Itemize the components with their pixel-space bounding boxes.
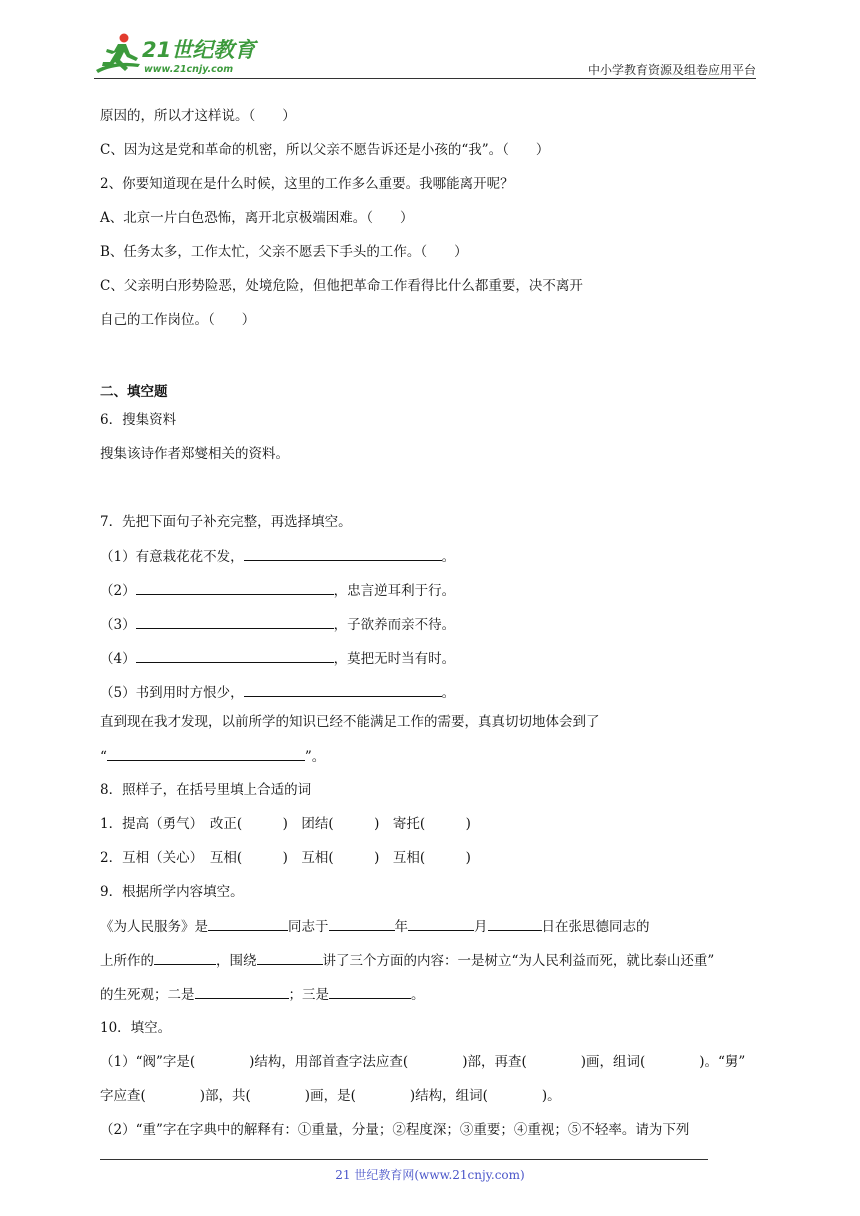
fill-line <box>100 984 425 1005</box>
fill-line <box>100 916 650 937</box>
logo-sub-text: www.21cnjy.com <box>144 64 234 75</box>
header-divider <box>94 78 756 79</box>
fill-text: （1）有意栽花花不发， <box>100 549 244 565</box>
answer-blank[interactable] <box>107 746 305 761</box>
fill-text: 。 <box>411 987 425 1003</box>
option-c: C、父亲明白形势险恶，处境危险，但他把革命工作看得比什么都重要，决不离开 <box>100 278 583 294</box>
answer-blank[interactable] <box>244 546 442 561</box>
question-7: 7．先把下面句子补充完整，再选择填空。 <box>100 514 352 530</box>
answer-blank[interactable] <box>136 580 334 595</box>
question-8-row-1: 1．提高（勇气） 改正( ) 团结( ) 寄托( ) <box>100 816 471 832</box>
option-c-cont: 自己的工作岗位。（ ） <box>100 312 256 328</box>
text-line: 原因的，所以才这样说。（ ） <box>100 108 296 124</box>
question-6: 6．搜集资料 <box>100 412 177 428</box>
question-10-part-1-cont: 字应查( )部，共( )画，是( )结构，组词( )。 <box>100 1088 561 1104</box>
fill-text: ”。 <box>304 749 326 765</box>
footer-text: 21 世纪教育网(www.21cnjy.com) <box>335 1168 525 1182</box>
question-8-row-2: 2．互相（关心） 互相( ) 互相( ) 互相( ) <box>100 850 471 866</box>
footer-divider <box>100 1159 708 1160</box>
fill-line <box>100 746 325 767</box>
question-10-part-1: （1）“阀”字是( )结构，用部首查字法应查( )部，再查( )画，组词( )。“舅” <box>100 1054 746 1070</box>
fill-line <box>100 682 455 703</box>
fill-line <box>100 950 714 971</box>
fill-text: ；三是 <box>288 987 329 1003</box>
fill-text: 同志于 <box>288 919 329 935</box>
fill-text: “ <box>100 749 107 765</box>
answer-blank[interactable] <box>208 916 288 931</box>
fill-line <box>100 580 455 601</box>
fill-text: ，莫把无时当有时。 <box>333 651 456 667</box>
fill-text: （4） <box>100 651 136 667</box>
fill-text: （2） <box>100 583 136 599</box>
answer-blank[interactable] <box>329 984 411 999</box>
answer-blank[interactable] <box>329 916 395 931</box>
answer-blank[interactable] <box>136 648 334 663</box>
answer-blank[interactable] <box>244 682 442 697</box>
fill-text: 年 <box>394 919 408 935</box>
option-a: A、北京一片白色恐怖，离开北京极端困难。（ ） <box>100 210 414 226</box>
answer-blank[interactable] <box>488 916 542 931</box>
fill-text: 的生死观；二是 <box>100 987 195 1003</box>
answer-blank[interactable] <box>136 614 334 629</box>
fill-line <box>100 546 455 567</box>
fill-line <box>100 614 455 635</box>
fill-text: 讲了三个方面的内容：一是树立“为人民利益而死，就比泰山还重” <box>322 953 715 969</box>
fill-text: 《为人民服务》是 <box>100 919 208 935</box>
fill-text: 上所作的 <box>100 953 154 969</box>
fill-text: 。 <box>441 685 456 701</box>
answer-blank[interactable] <box>257 950 323 965</box>
fill-text: 月 <box>474 919 488 935</box>
question-9: 9．根据所学内容填空。 <box>100 884 244 900</box>
header-platform-text: 中小学教育资源及组卷应用平台 <box>587 63 756 77</box>
question-6-text: 搜集该诗作者郑燮相关的资料。 <box>100 446 289 462</box>
question-2: 2、你要知道现在是什么时候，这里的工作多么重要。我哪能离开呢？ <box>100 176 514 192</box>
fill-line <box>100 648 455 669</box>
fill-text: ，忠言逆耳利于行。 <box>333 583 456 599</box>
question-7-context: 直到现在我才发现，以前所学的知识已经不能满足工作的需要，真真切切地体会到了 <box>100 714 600 730</box>
logo-main-text: 21世纪教育 <box>142 38 256 62</box>
fill-text: 。 <box>441 549 456 565</box>
answer-blank[interactable] <box>195 984 289 999</box>
logo <box>94 30 264 76</box>
fill-text: ，子欲养而亲不待。 <box>333 617 456 633</box>
question-10-part-2: （2）“重”字在字典中的解释有：①重量，分量；②程度深；③重要；④重视；⑤不轻率。请为下列 <box>100 1122 690 1138</box>
option-b: B、任务太多，工作太忙，父亲不愿丢下手头的工作。（ ） <box>100 244 468 260</box>
running-figure-icon <box>96 34 140 74</box>
fill-text: （3） <box>100 617 136 633</box>
fill-text: ，围绕 <box>216 953 257 969</box>
option-c: C、因为这是党和革命的机密，所以父亲不愿告诉还是小孩的“我”。（ ） <box>100 142 550 158</box>
answer-blank[interactable] <box>154 950 216 965</box>
section-heading: 二、填空题 <box>100 384 168 400</box>
fill-text: 日在张思德同志的 <box>541 919 650 935</box>
page-header <box>94 30 756 78</box>
fill-text: （5）书到用时方恨少， <box>100 685 244 701</box>
answer-blank[interactable] <box>408 916 474 931</box>
question-8: 8．照样子，在括号里填上合适的词 <box>100 782 312 798</box>
question-10: 10．填空。 <box>100 1020 172 1036</box>
